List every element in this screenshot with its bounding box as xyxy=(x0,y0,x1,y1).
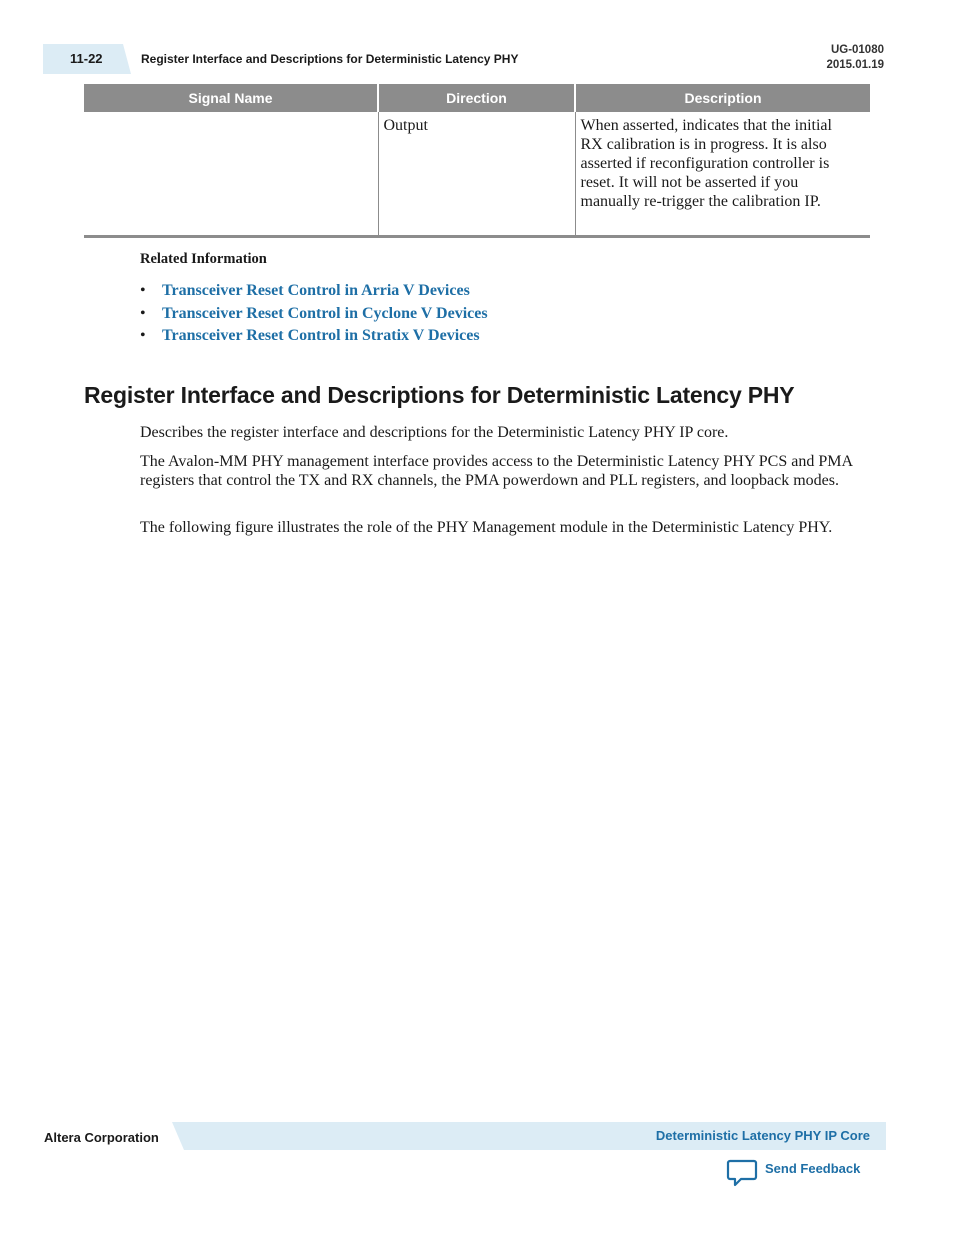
table-row xyxy=(84,112,870,237)
send-feedback-button[interactable] xyxy=(726,1158,860,1188)
cell-signal-name xyxy=(84,112,378,237)
link-cyclone-v-reset[interactable]: Transceiver Reset Control in Cyclone V Devices xyxy=(162,304,488,322)
paragraph-avalon: The Avalon-MM PHY management interface provides access to the Deterministic Latency PHY PCS and PMA registers that control the TX and RX channels, the PMA powerdown and PLL registers, and loopback modes. xyxy=(140,453,853,489)
send-feedback-label: Send Feedback xyxy=(765,1161,861,1176)
document-id: UG-01080 xyxy=(830,44,884,56)
cell-direction: Output xyxy=(378,112,575,237)
paragraph-intro: Describes the register interface and descriptions for the Deterministic Latency PHY IP core. xyxy=(140,424,729,441)
document-date: 2015.01.19 xyxy=(826,59,884,71)
related-links-list xyxy=(140,280,488,348)
paragraph-figure-intro: The following figure illustrates the role of the PHY Management module in the Deterministic Latency PHY. xyxy=(140,519,833,536)
link-stratix-v-reset[interactable]: Transceiver Reset Control in Stratix V Devices xyxy=(162,327,480,344)
signal-table xyxy=(84,84,870,238)
related-information-title: Related Information xyxy=(140,251,267,267)
bullet-icon: • xyxy=(140,304,146,322)
column-header-signal-name: Signal Name xyxy=(84,84,378,112)
document-id-block xyxy=(826,43,884,73)
page-number: 11-22 xyxy=(70,51,103,66)
bullet-icon: • xyxy=(140,282,146,299)
section-heading: Register Interface and Descriptions for Deterministic Latency PHY xyxy=(84,382,795,408)
list-item xyxy=(140,280,488,303)
column-header-direction: Direction xyxy=(378,84,575,112)
speech-bubble-icon xyxy=(726,1158,758,1188)
bullet-icon: • xyxy=(140,327,146,344)
list-item xyxy=(140,303,488,326)
table-header-row xyxy=(84,84,870,112)
footer-doc-title[interactable]: Deterministic Latency PHY IP Core xyxy=(655,1128,870,1143)
column-header-description: Description xyxy=(575,84,870,112)
running-header-title: Register Interface and Descriptions for Deterministic Latency PHY xyxy=(141,52,519,66)
footer-company: Altera Corporation xyxy=(44,1130,159,1145)
cell-description: When asserted, indicates that the initial RX calibration is in progress. It is also asserted if reconfiguration controller is reset. It will not be asserted if you manually re-trigger the calibration IP. xyxy=(575,112,870,237)
list-item xyxy=(140,325,488,348)
link-arria-v-reset[interactable]: Transceiver Reset Control in Arria V Devices xyxy=(162,282,470,299)
